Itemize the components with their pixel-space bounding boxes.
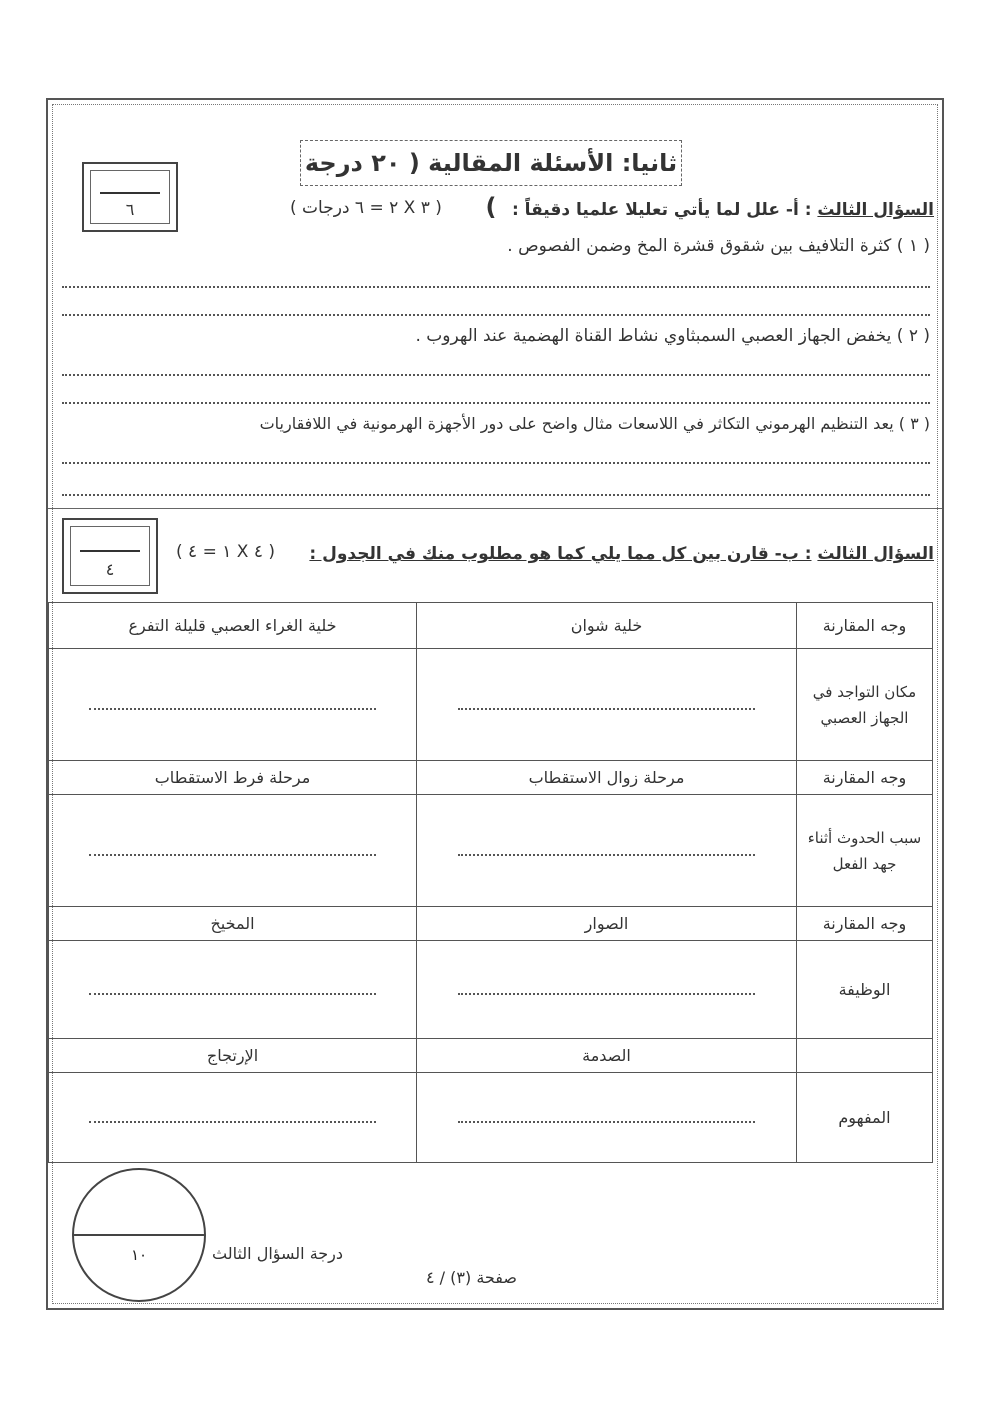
total-score-label: درجة السؤال الثالث [212, 1244, 344, 1263]
row-label-cell: سبب الحدوث أثناء جهد الفعل [797, 795, 933, 907]
table-header-row [49, 603, 933, 649]
header-cell: الصدمة [417, 1039, 797, 1073]
header-cell: الإرتجاج [49, 1039, 417, 1073]
header-cell: الصوار [417, 907, 797, 941]
q3a-score-value: ٦ [125, 200, 135, 219]
answer-line [62, 494, 930, 496]
header-cell: خلية الغراء العصبي قليلة التفرع [49, 603, 417, 649]
q3a-marks: ( ٣ X ٢ = ٦ درجات ) [290, 198, 442, 218]
table-row [49, 1073, 933, 1163]
q3a-item-1: ( ١ ) كثرة التلافيف بين شقوق قشرة المخ وضمن الفصوص . [507, 236, 930, 256]
answer-cell[interactable] [417, 649, 797, 761]
aspect-cell: وجه المقارنة [797, 761, 933, 795]
header-cell: المخيخ [49, 907, 417, 941]
comparison-table [48, 602, 933, 1163]
table-header-row [49, 907, 933, 941]
table-row [49, 795, 933, 907]
answer-line [62, 402, 930, 404]
answer-line [62, 462, 930, 464]
header-cell: مرحلة فرط الاستقطاب [49, 761, 417, 795]
q3a-item-2: ( ٢ ) يخفض الجهاز العصبي السمبثاوي نشاط القناة الهضمية عند الهروب . [415, 326, 930, 346]
page-number: صفحة (٣) / ٤ [426, 1268, 517, 1287]
header-cell: مرحلة زوال الاستقطاب [417, 761, 797, 795]
answer-cell[interactable] [49, 941, 417, 1039]
answer-cell[interactable] [417, 795, 797, 907]
q3b-score-box [62, 518, 158, 594]
row-label-cell: الوظيفة [797, 941, 933, 1039]
q3b-heading [309, 544, 934, 564]
table-header-row [49, 761, 933, 795]
answer-line [62, 314, 930, 316]
table-header-row [49, 1039, 933, 1073]
q3a-score-box [82, 162, 178, 232]
answer-line [62, 286, 930, 288]
row-label-cell: مكان التواجد في الجهاز العصبي [797, 649, 933, 761]
total-score-circle [72, 1168, 206, 1302]
answer-line [62, 374, 930, 376]
aspect-cell: وجه المقارنة [797, 603, 933, 649]
header-cell: خلية شوان [417, 603, 797, 649]
q3b-instruction: : ب- قارن بين كل مما يلي كما هو مطلوب منك في الجدول : [309, 544, 812, 564]
row-label-cell: المفهوم [797, 1073, 933, 1163]
section-title: ثانيا: الأسئلة المقالية ( ٢٠ درجة ) [300, 140, 682, 186]
total-score-value: ١٠ [130, 1246, 148, 1264]
answer-cell[interactable] [49, 795, 417, 907]
section-divider [48, 508, 942, 509]
q3a-item-3: ( ٣ ) يعد التنظيم الهرموني التكاثر في اللاسعات مثال واضح على دور الأجهزة الهرمونية في اللافقاريات [259, 414, 930, 433]
answer-cell[interactable] [49, 649, 417, 761]
q3b-score-value: ٤ [105, 560, 115, 579]
table-row [49, 649, 933, 761]
aspect-cell [797, 1039, 933, 1073]
answer-cell[interactable] [417, 1073, 797, 1163]
q3a-heading [512, 200, 934, 220]
answer-cell[interactable] [417, 941, 797, 1039]
table-row [49, 941, 933, 1039]
q3a-label: السؤال الثالث [817, 200, 934, 220]
answer-cell[interactable] [49, 1073, 417, 1163]
q3a-instruction: : أ- علل لما يأتي تعليلا علميا دقيقاً : [511, 200, 812, 220]
aspect-cell: وجه المقارنة [797, 907, 933, 941]
q3b-marks: ( ٤ X ١ = ٤ ) [176, 542, 276, 562]
q3b-label: السؤال الثالث [817, 544, 934, 564]
